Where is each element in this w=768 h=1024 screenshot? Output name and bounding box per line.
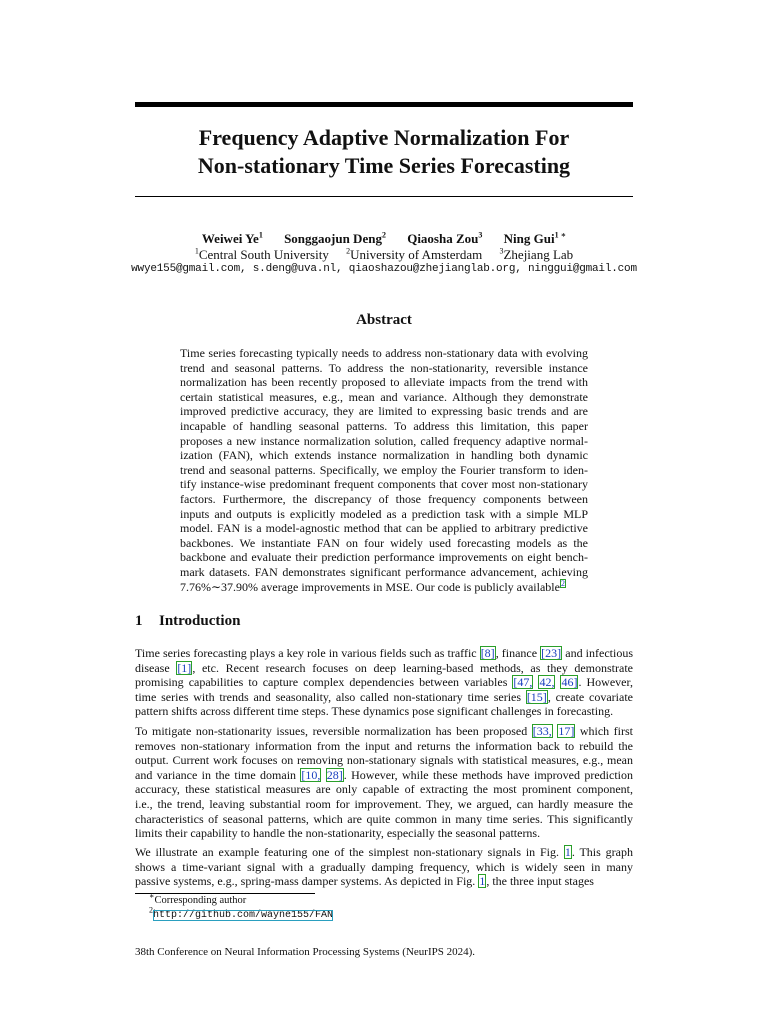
text-line: [135, 753, 633, 768]
text-run: limits their capability to handle the non-stationarity, especially the seasonal patterns.: [135, 826, 541, 841]
abstract-line: backbones. We instantiate FAN on four widely used forecasting models as the: [180, 535, 588, 550]
abstract-line: certain statistical measures, e.g., mean and variance. Although they demonstrate: [180, 389, 588, 404]
abstract-line: trend and seasonal patterns. To address the non-stationarity, reversible instance: [180, 360, 588, 375]
citation-link[interactable]: [47,: [513, 675, 533, 690]
citation-link[interactable]: [15]: [526, 689, 547, 704]
affiliation: $^3$Zhejiang Lab: [499, 246, 574, 262]
citation-link[interactable]: 1: [479, 874, 486, 889]
affiliation: $^1$Central South University: [194, 246, 329, 262]
text-run: which first: [575, 724, 634, 738]
citation-link[interactable]: 28]: [326, 767, 343, 782]
text-run: , the three input stages: [486, 874, 594, 889]
text-run: pattern shifts across different time steps. These dynamics pose significant challenges in forecasting.: [135, 704, 614, 719]
text-run: output. Current work focuses on removing non-stationary signals with statistical measures, e.g., mean: [135, 753, 633, 768]
text-run: time series with trends and seasonality, also called non-stationary time series: [135, 689, 526, 704]
text-line: [135, 826, 633, 841]
text-run: removes non-stationary information from the input and returns the information back to rebuild the: [135, 738, 633, 753]
abstract-line: factors. Furthermore, the discrepancy of those frequency components between: [180, 491, 588, 506]
footnote: ∗Corresponding author: [149, 891, 247, 906]
text-line: [135, 860, 633, 875]
intro-paragraph-2: [135, 724, 633, 841]
abstract-line: improved predictive accuracy, they are limited to expressing basic trends and are: [180, 404, 588, 419]
venue-note: 38th Conference on Neural Information Processing Systems (NeurIPS 2024).: [135, 946, 476, 958]
citation-link[interactable]: 46]: [561, 675, 578, 690]
text-line: [135, 739, 633, 754]
text-run: and variance in the time domain: [135, 767, 301, 782]
text-run: To mitigate non-stationarity issues, reversible normalization has been proposed: [135, 724, 532, 738]
abstract-line: trend and seasonal patterns. Specifically, we employ the Fourier transform to iden-: [180, 462, 588, 477]
code-url-link[interactable]: http://github.com/wayne155/FAN: [153, 910, 334, 921]
abstract-line: Time series forecasting typically needs to address non-stationary data with evolving: [180, 346, 588, 360]
text-run: characteristics of seasonal patterns, which are quite common in many time series. This significantly: [135, 811, 633, 826]
title-line: Non-stationary Time Series Forecasting: [197, 153, 571, 178]
author: Songgaojun Deng$^2$: [284, 230, 386, 246]
abstract-line: tify instance-wise predominant frequent components that cover most non-stationary: [180, 477, 588, 492]
text-line: [135, 845, 633, 860]
text-line: [135, 646, 633, 661]
citation-link[interactable]: 17]: [558, 724, 575, 738]
text-run: shows a time-variant signal with a gradually damping frequency, which is widely seen in many: [135, 859, 633, 874]
abstract-line: inputs and outputs is explicitly modeled as a prediction task with a simple MLP: [180, 506, 588, 521]
text-line: [135, 812, 633, 827]
text-run: , etc. Recent research focuses on deep learning-based methods, as they demonstrate: [192, 660, 633, 675]
text-run: Time series forecasting plays a key role in various fields such as traffic: [135, 646, 480, 660]
text-run: . However, while these methods have improved prediction: [343, 767, 634, 782]
paper-title: [135, 124, 633, 180]
text-line: [135, 782, 633, 797]
text-line: [135, 724, 633, 739]
text-run: and infectious: [562, 646, 633, 660]
text-line: [135, 661, 633, 676]
text-line: [135, 797, 633, 812]
abstract-line: mark datasets. FAN demonstrates significant performance advancement, achieving: [180, 564, 588, 579]
citation-link[interactable]: [23]: [541, 646, 562, 660]
text-run: i.e., the trend, leaving substantial room for improvement. They, we argued, can hardly measure the: [135, 796, 633, 811]
abstract-line: proposes a new instance normalization solution, called frequency adaptive normal-: [180, 433, 588, 448]
text-line: [135, 675, 633, 690]
author: Ning Gui$^{1 ∗}$: [503, 230, 567, 246]
citation-link[interactable]: [8]: [480, 646, 495, 660]
footnote: $^2$http://github.com/wayne155/FAN: [149, 905, 334, 921]
text-line: [135, 704, 633, 719]
text-run: accuracy, these statistical measures are only capable of extracting the most prominent component,: [135, 782, 633, 797]
text-run: . However,: [578, 675, 634, 690]
text-run: , finance: [495, 646, 541, 660]
text-line: [135, 874, 633, 889]
abstract-body: [180, 346, 588, 594]
footnote-link[interactable]: 2: [560, 578, 565, 588]
citation-link[interactable]: [1]: [177, 660, 192, 675]
abstract-last-line: 7.76%∼37.90% average improvements in MSE. Our code is publicly available$^2$: [180, 578, 565, 594]
abstract-line: incapable of handling seasonal patterns. To address this limitation, this paper: [180, 418, 588, 433]
text-line: [135, 768, 633, 783]
abstract-line: model. FAN is a model-agnostic method that can be applied to arbitrary predictive: [180, 521, 588, 536]
title-line: Frequency Adaptive Normalization For: [198, 125, 570, 150]
text-run: promising capabilities to capture complex dependencies between variables: [135, 675, 513, 690]
abstract-line: backbone and evaluate their prediction performance improvements on eight bench-: [180, 550, 588, 565]
intro-paragraph-1: [135, 646, 633, 719]
section-title: Introduction: [159, 613, 241, 629]
section-heading: [135, 613, 240, 630]
author: Weiwei Ye$^1$: [201, 230, 263, 246]
intro-paragraph-3: [135, 845, 633, 889]
author-list: [60, 230, 708, 247]
abstract-line: ization (FAN), which extends instance normalization in handling both dynamic: [180, 448, 588, 463]
affiliation: $^2$University of Amsterdam: [346, 246, 483, 262]
text-run: passive systems, e.g., spring-mass damper systems. As depicted in Fig.: [135, 874, 479, 889]
text-run: We illustrate an example featuring one of the simplest non-stationary signals in Fig.: [135, 845, 564, 859]
text-run: . This graph: [571, 845, 633, 859]
author-emails: wwye155@gmail.com, s.deng@uva.nl, qiaoshazou@zhejianglab.org, ninggui@gmail.com: [131, 263, 637, 275]
citation-link[interactable]: [33,: [532, 724, 552, 738]
section-number: 1: [135, 613, 143, 629]
citation-link[interactable]: 42,: [539, 675, 555, 690]
title-top-rule: [135, 102, 633, 107]
citation-link[interactable]: [10,: [301, 767, 321, 782]
title-bottom-rule: [135, 196, 633, 197]
text-run: disease: [135, 660, 177, 675]
text-line: [135, 690, 633, 705]
author: Qiaosha Zou$^3$: [407, 230, 483, 246]
abstract-heading: Abstract: [356, 312, 412, 328]
text-run: , create covariate: [547, 689, 633, 704]
affiliation-list: [60, 246, 708, 263]
abstract-line: normalization has been recently proposed to alleviate impacts from the trend with: [180, 375, 588, 390]
citation-link[interactable]: 1: [564, 845, 571, 859]
